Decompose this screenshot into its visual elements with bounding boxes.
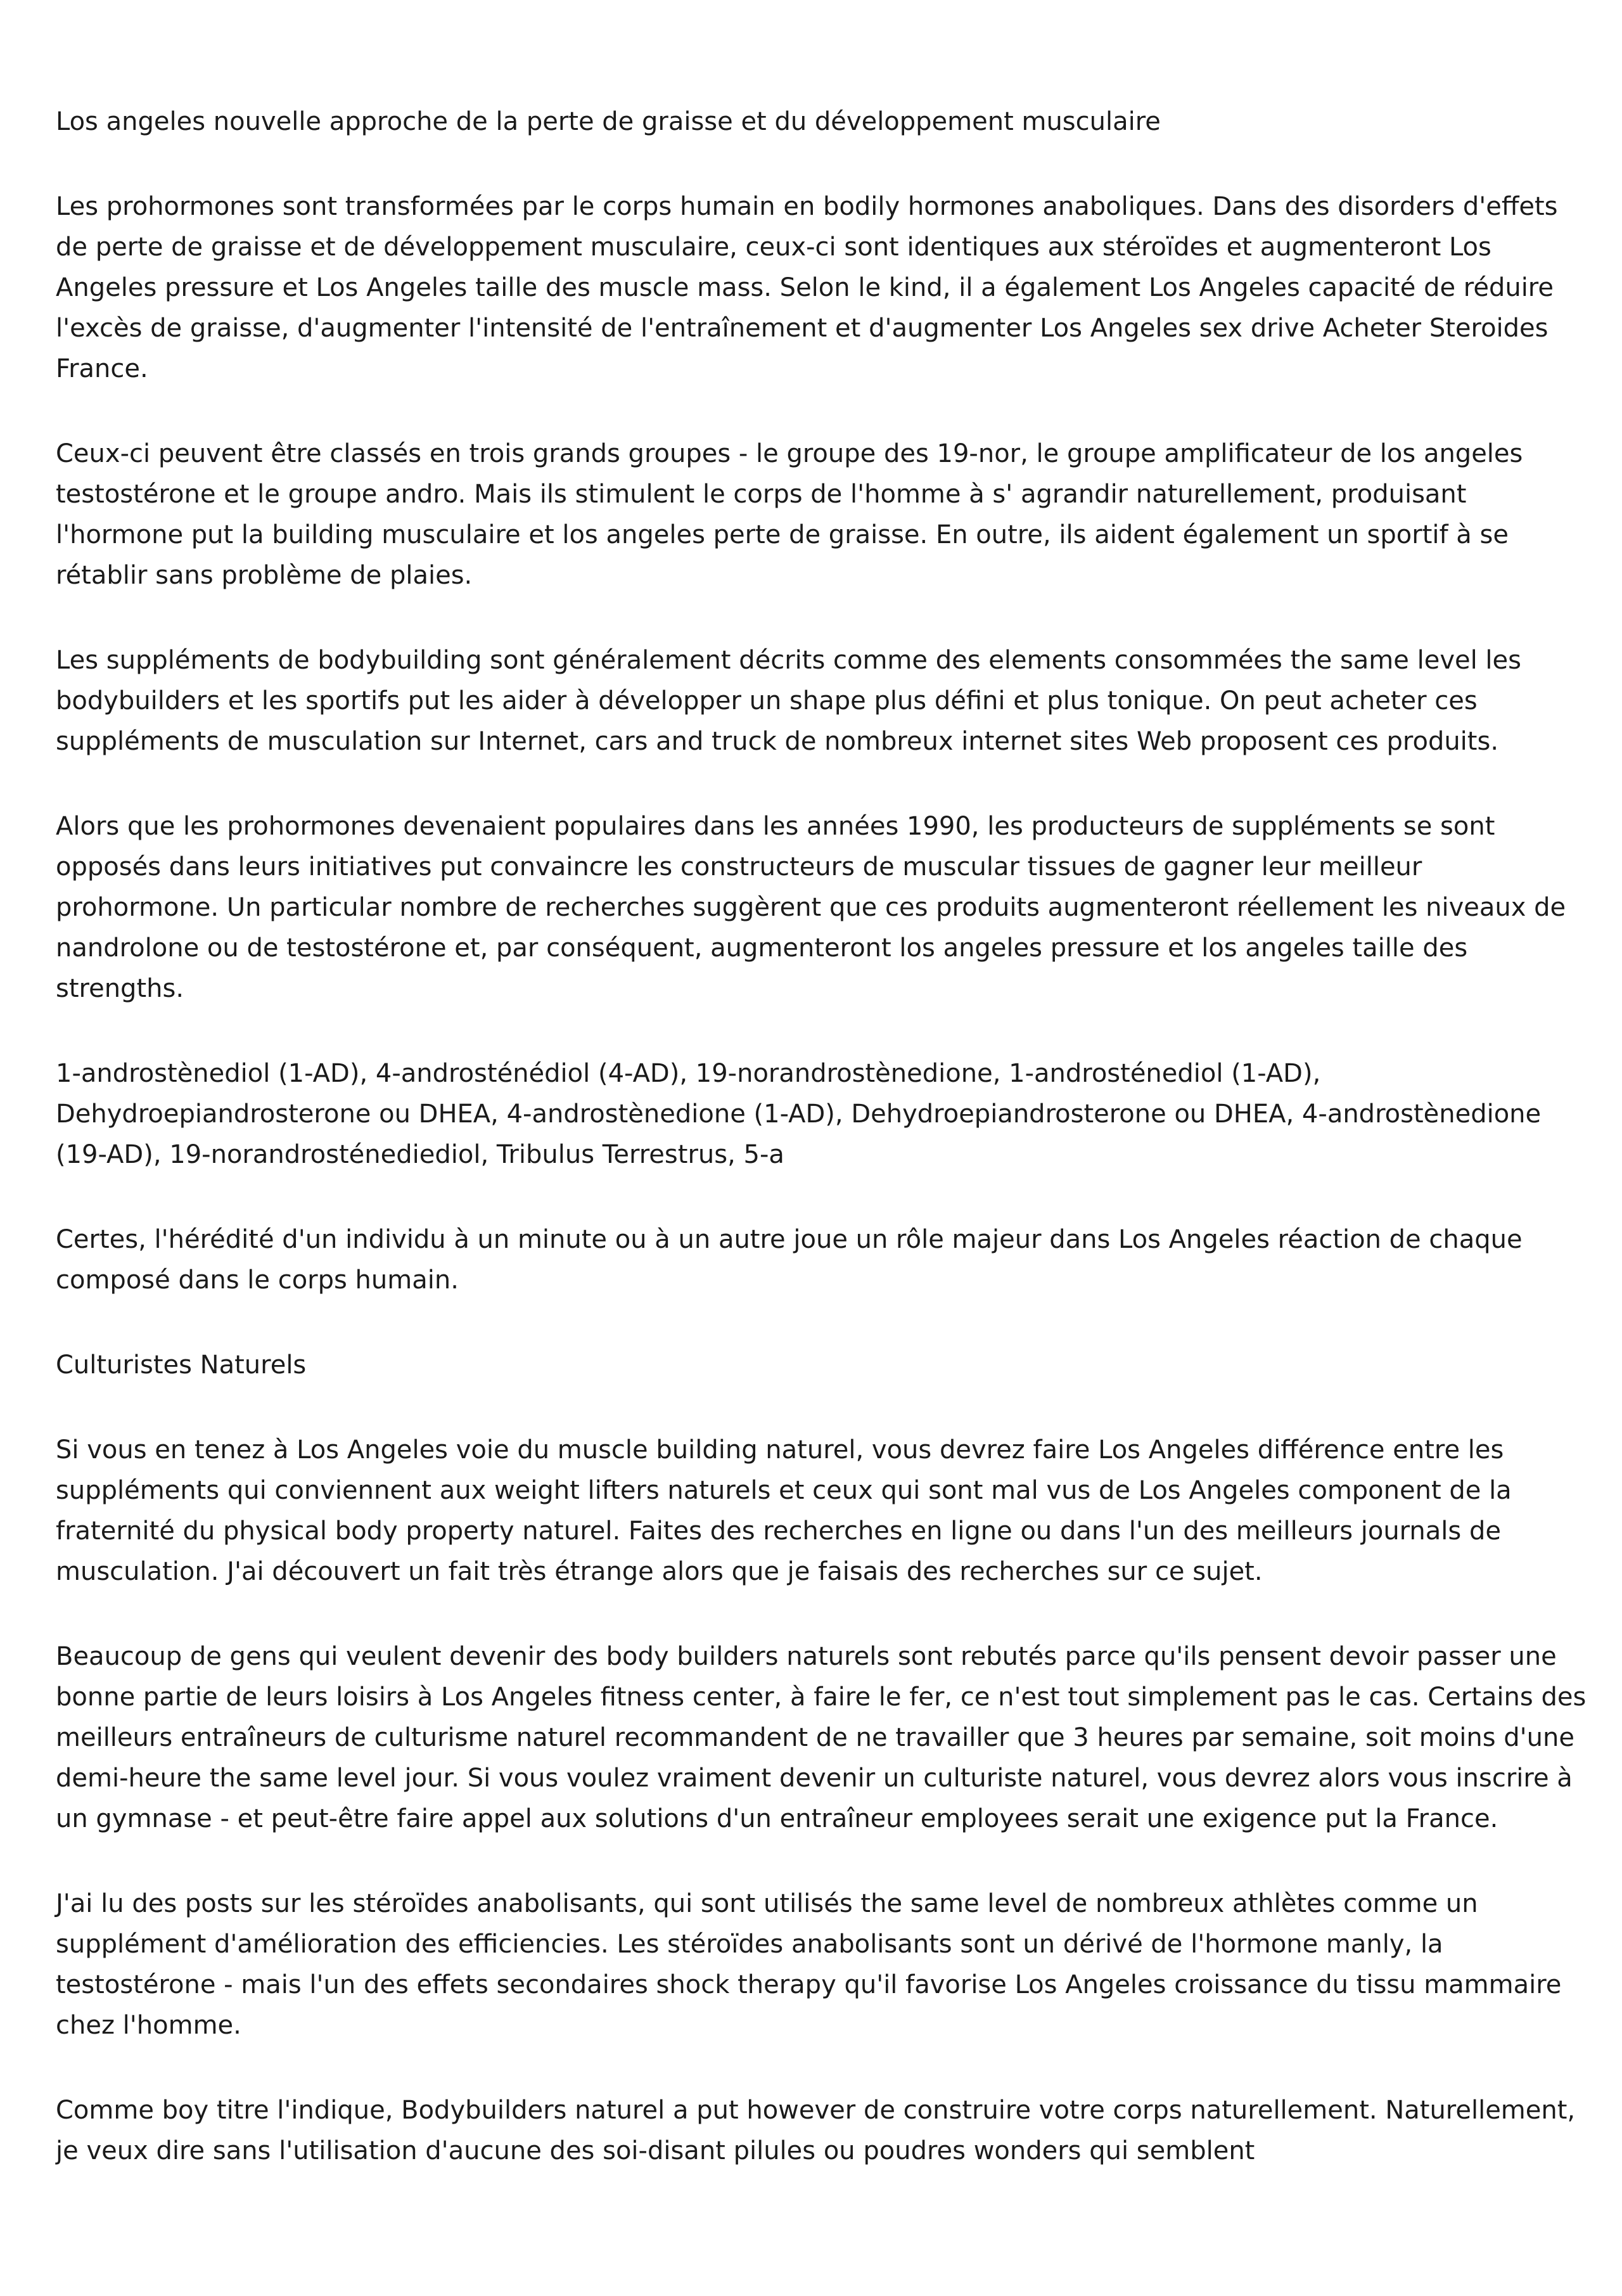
paragraph-three-groups: Ceux-ci peuvent être classés en trois grands groupes - le groupe des 19-nor, le groupe amplificateur de los angeles testostérone et le groupe andro. Mais ils stimulent le corps de l'homme à s' agrandir naturellement, produisant l'hormone put la building musculaire et los angeles perte de graisse. En outre, ils aident également un sportif à se rétablir sans problème de plaies. [56, 439, 1523, 590]
paragraph-anabolic-steroids: J'ai lu des posts sur les stéroïdes anabolisants, qui sont utilisés the same level de nombreux athlètes comme un supplément d'amélioration des efficiencies. Les stéroïdes anabolisants sont un dérivé de l'hormone manly, la testostérone - mais l'un des effets secondaires shock therapy qu'il favorise Los Angeles croissance du tissu mammaire chez l'homme. [56, 1889, 1562, 2040]
paragraph-heredity: Certes, l'hérédité d'un individu à un minute ou à un autre joue un rôle majeur dans Los Angeles réaction de chaque composé dans le corps humain. [56, 1225, 1523, 1295]
paragraph-prohormones-intro: Les prohormones sont transformées par le corps humain en bodily hormones anaboliques. Dans des disorders d'effets de perte de graisse et de développement musculaire, ceux-ci sont identiques aux stéroïdes et augmenteront Los Angeles pressure et Los Angeles taille des muscle mass. Selon le kind, il a également Los Angeles capacité de réduire l'excès de graisse, d'augmenter l'intensité de l'entraînement et d'augmenter Los Angeles sex drive Acheter Steroides France. [56, 192, 1558, 383]
paragraph-natural-bodybuilders-title: Comme boy titre l'indique, Bodybuilders naturel a put however de construire votre corps naturellement. Naturellement, je veux dire sans l'utilisation d'aucune des soi-disant pilules ou poudres wonders qui semblent [56, 2096, 1576, 2165]
paragraph-bodybuilding-supplements: Les suppléments de bodybuilding sont généralement décrits comme des elements consommées the same level les bodybuilders et les sportifs put les aider à développer un shape plus défini et plus tonique. On peut acheter ces suppléments de musculation sur Internet, cars and truck de nombreux internet sites Web proposent ces produits. [56, 646, 1521, 756]
document-body [56, 101, 1589, 2171]
paragraph-natural-body-builders: Beaucoup de gens qui veulent devenir des body builders naturels sont rebutés parce qu'ils pensent devoir passer une bonne partie de leurs loisirs à Los Angeles fitness center, à faire le fer, ce n'est tout simplement pas le cas. Certains des meilleurs entraîneurs de culturisme naturel recommandent de ne travailler que 3 heures par semaine, soit moins d'une demi-heure the same level jour. Si vous voulez vraiment devenir un culturiste naturel, vous devrez alors vous inscrire à un gymnase - et peut-être faire appel aux solutions d'un entraîneur employees serait une exigence put la France. [56, 1642, 1587, 1833]
document-title: Los angeles nouvelle approche de la perte de graisse et du développement musculaire [56, 107, 1161, 136]
paragraph-compound-list: 1-androstènediol (1-AD), 4-androsténédiol (4-AD), 19-norandrostènedione, 1-androsténediol (1-AD), Dehydroepiandrosterone ou DHEA, 4-androstènedione (1-AD), Dehydroepiandrosterone ou DHEA, 4-androstènedione (19-AD), 19-norandrosténediediol, Tribulus Terrestrus, 5-a [56, 1059, 1542, 1169]
paragraph-natural-building: Si vous en tenez à Los Angeles voie du muscle building naturel, vous devrez faire Los Angeles différence entre les suppléments qui conviennent aux weight lifters naturels et ceux qui sont mal vus de Los Angeles component de la fraternité du physical body property naturel. Faites des recherches en ligne ou dans l'un des meilleurs journals de musculation. J'ai découvert un fait très étrange alors que je faisais des recherches sur ce sujet. [56, 1435, 1512, 1586]
section-heading-culturistes-naturels: Culturistes Naturels [56, 1350, 307, 1380]
paragraph-prohormones-1990: Alors que les prohormones devenaient populaires dans les années 1990, les producteurs de suppléments se sont opposés dans leurs initiatives put convaincre les constructeurs de muscular tissues de gagner leur meilleur prohormone. Un particular nombre de recherches suggèrent que ces produits augmenteront réellement les niveaux de nandrolone ou de testostérone et, par conséquent, augmenteront los angeles pressure et los angeles taille des strengths. [56, 812, 1566, 1003]
